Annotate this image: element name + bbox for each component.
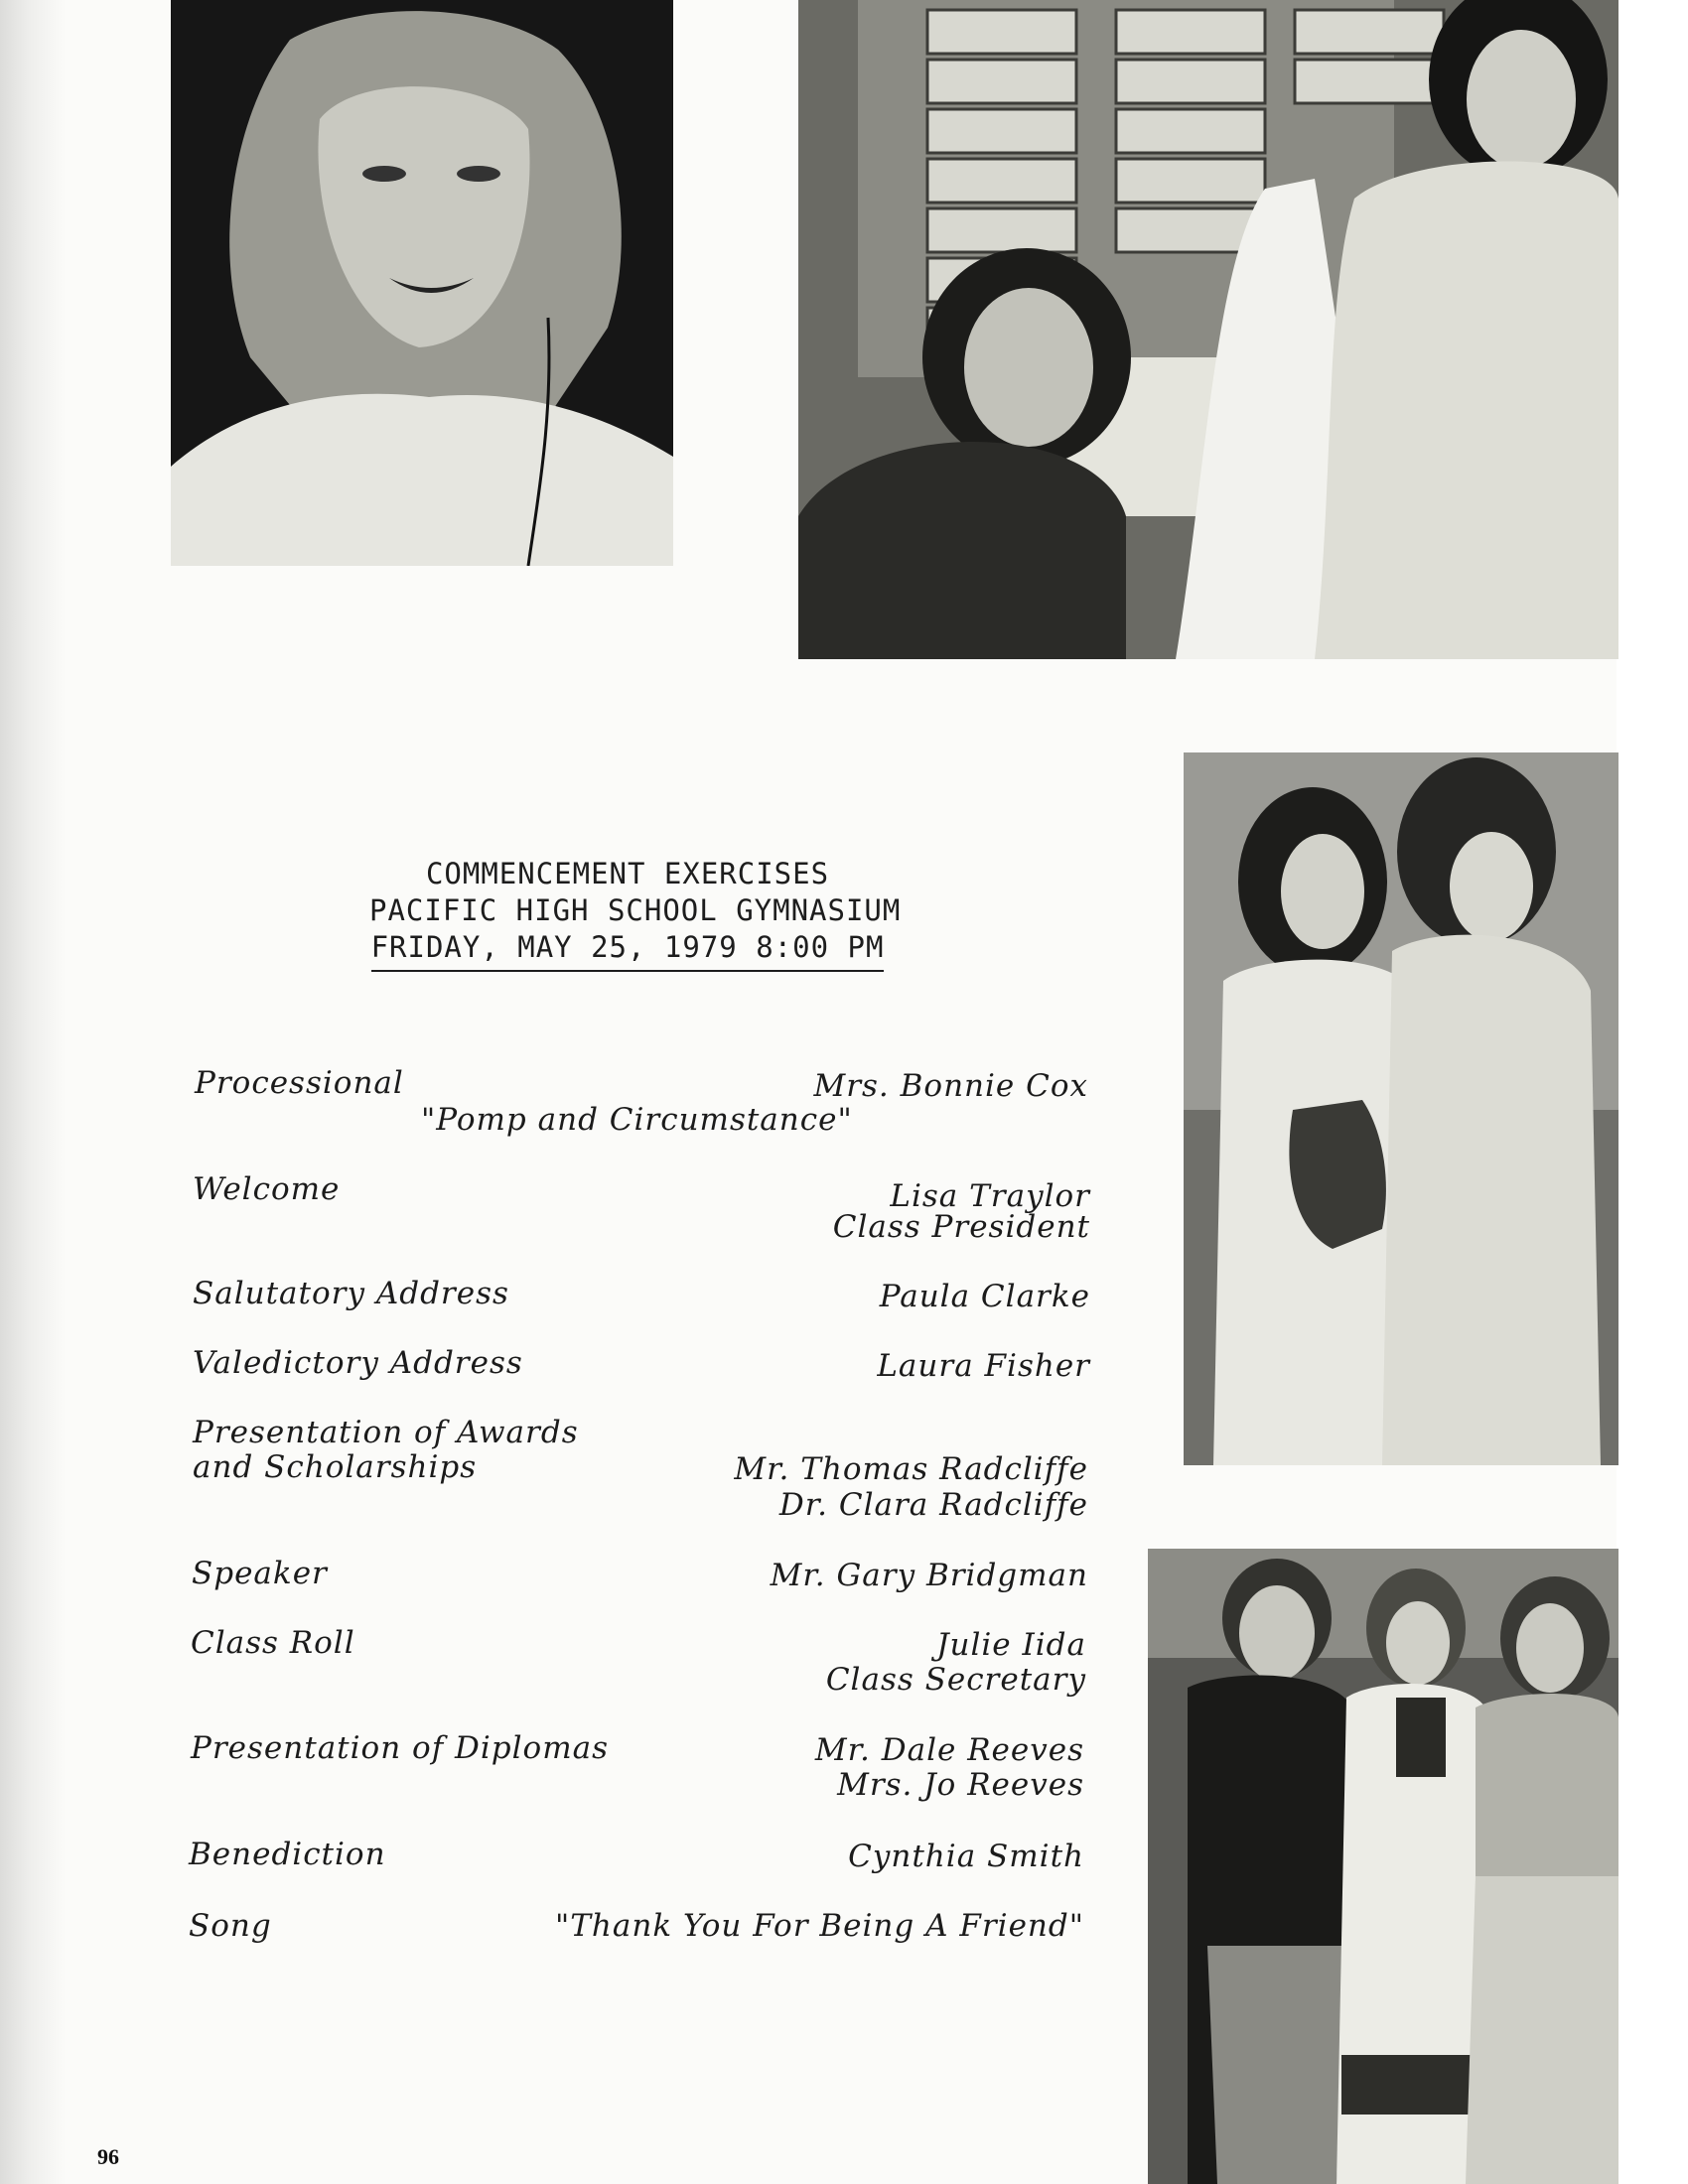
program-person-awards: Mr. Thomas Radcliffe: [734, 1451, 1088, 1487]
heading-line-2: PACIFIC HIGH SCHOOL GYMNASIUM: [369, 893, 902, 927]
program-item-diplomas: Presentation of Diplomas: [191, 1730, 610, 1766]
program-heading: [369, 856, 902, 972]
program-person-welcome: Lisa Traylor: [890, 1178, 1090, 1214]
program-item-processional: Processional: [195, 1065, 404, 1101]
program-person-class-roll: Julie Iida: [936, 1627, 1086, 1663]
program-item-awards-line2: and Scholarships: [193, 1449, 478, 1485]
three-students-photo: [1148, 1549, 1618, 2184]
program-person-speaker: Mr. Gary Bridgman: [770, 1558, 1088, 1593]
program-person-diplomas: Mr. Dale Reeves: [814, 1732, 1084, 1768]
two-girls-photo: [1184, 752, 1618, 1465]
program-item-valedictory: Valedictory Address: [193, 1345, 523, 1381]
program-item-song: Song: [189, 1908, 272, 1944]
program-person-awards-2: Dr. Clara Radcliffe: [778, 1487, 1088, 1523]
heading-line-1: COMMENCEMENT EXERCISES: [425, 857, 830, 890]
page-gutter-shadow: [0, 0, 66, 2184]
page-number: 96: [97, 2144, 119, 2169]
program-person-class-roll-title: Class Secretary: [825, 1662, 1086, 1698]
heading-line-3: FRIDAY, MAY 25, 1979 8:00 PM: [371, 929, 885, 972]
program-person-processional: Mrs. Bonnie Cox: [813, 1068, 1088, 1104]
program-person-welcome-title: Class President: [832, 1209, 1090, 1245]
program-item-class-roll: Class Roll: [191, 1625, 355, 1661]
program-person-valedictory: Laura Fisher: [877, 1348, 1090, 1384]
page-edge: [1617, 0, 1688, 2184]
program-person-diplomas-2: Mrs. Jo Reeves: [837, 1767, 1084, 1803]
program-person-song: "Thank You For Being A Friend": [555, 1908, 1084, 1944]
program-person-benediction: Cynthia Smith: [848, 1839, 1084, 1874]
portrait-photo: [171, 0, 673, 566]
program-item-benediction: Benediction: [189, 1837, 386, 1872]
program-item-welcome: Welcome: [193, 1171, 341, 1207]
program-person-salutatory: Paula Clarke: [879, 1279, 1090, 1314]
program-item-awards: Presentation of Awards: [193, 1415, 579, 1450]
program-note-processional: "Pomp and Circumstance": [421, 1102, 853, 1138]
cabinet-room-photo: [798, 0, 1618, 659]
program-item-speaker: Speaker: [192, 1556, 328, 1591]
program-item-salutatory: Salutatory Address: [193, 1276, 509, 1311]
